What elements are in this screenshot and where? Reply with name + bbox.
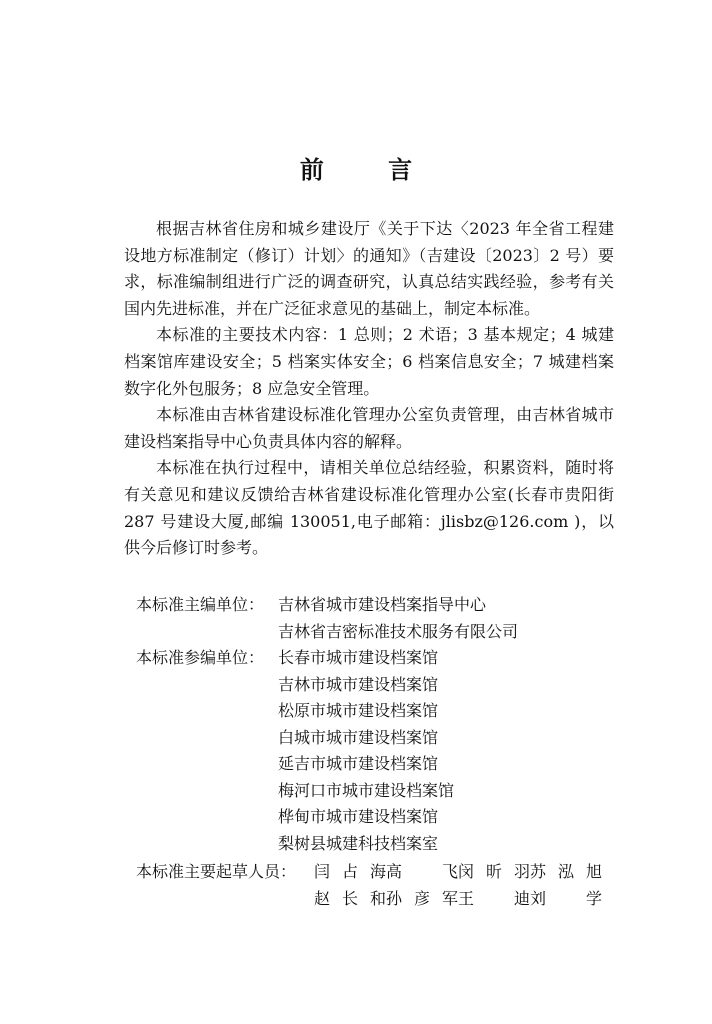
page-title: 前 言 [299, 155, 441, 184]
chief-units-label: 本标准主编单位： [136, 595, 265, 614]
chief-units-row [136, 592, 616, 645]
drafter-name: 刘 学 [530, 888, 602, 908]
participating-units-label: 本标准参编单位： [136, 648, 265, 667]
participating-units-list [278, 645, 454, 857]
drafter-name: 孙彦军 [386, 888, 458, 908]
drafter-name: 闫占海 [314, 862, 386, 881]
drafters-line [314, 859, 602, 886]
participating-unit-item: 长春市城市建设档案馆 [278, 648, 439, 667]
paragraph-technical-content: 本标准的主要技术内容：1 总则；2 术语；3 基本规定；4 城建档案馆库建设安全；5 档案实体安全；6 档案信息安全；7 城建档案数字化外包服务；8 应急安全管理。 [124, 325, 614, 398]
drafters-names-2 [314, 886, 602, 913]
drafter-name: 苏泓旭 [530, 862, 602, 881]
drafters-row-2 [136, 886, 602, 913]
participating-unit-item: 白城市城市建设档案馆 [278, 727, 439, 747]
participating-unit-item: 梨树县城建科技档案室 [278, 833, 439, 853]
drafter-name: 闵昕羽 [458, 862, 530, 881]
paragraph-feedback: 本标准在执行过程中，请相关单位总结经验，积累资料，随时将有关意见和建议反馈给吉林省建设标准化管理办公室(长春市贵阳街 287 号建设大厦,邮编 130051,电子邮箱：jlisbz@126.com )，以供今后修订时参考。 [124, 458, 614, 558]
participating-unit-item: 吉林市城市建设档案馆 [278, 674, 439, 694]
participating-unit-item: 延吉市城市建设档案馆 [278, 754, 439, 773]
paragraph-management: 本标准由吉林省建设标准化管理办公室负责管理，由吉林省城市建设档案指导中心负责具体内容的解释。 [124, 405, 614, 451]
drafters-label: 本标准主要起草人员： [136, 862, 297, 881]
preface-body [124, 216, 614, 562]
participating-units-row [136, 645, 616, 857]
chief-unit-item: 吉林省吉密标准技术服务有限公司 [278, 621, 519, 641]
chief-unit-item: 吉林省城市建设档案指导中心 [278, 595, 487, 614]
drafter-name: 王 迪 [458, 888, 530, 908]
drafters-row [136, 859, 602, 886]
drafter-name: 高 飞 [386, 862, 458, 881]
participating-unit-item: 梅河口市城市建设档案馆 [278, 780, 455, 800]
drafter-name: 赵长和 [314, 888, 386, 908]
participating-unit-item: 松原市城市建设档案馆 [278, 701, 439, 720]
drafters-names [314, 859, 602, 886]
units-section [136, 592, 616, 857]
chief-units-list [278, 592, 518, 645]
drafters-section [136, 859, 602, 912]
drafters-line [314, 886, 602, 913]
paragraph-basis: 根据吉林省住房和城乡建设厅《关于下达〈2023 年全省工程建设地方标准制定（修订）计划〉的通知》（吉建设〔2023〕2 号）要求，标准编制组进行广泛的调查研究，认真总结实践经验，参考有关国内先进标准，并在广泛征求意见的基础上，制定本标准。 [124, 219, 614, 318]
participating-unit-item: 桦甸市城市建设档案馆 [278, 807, 439, 826]
